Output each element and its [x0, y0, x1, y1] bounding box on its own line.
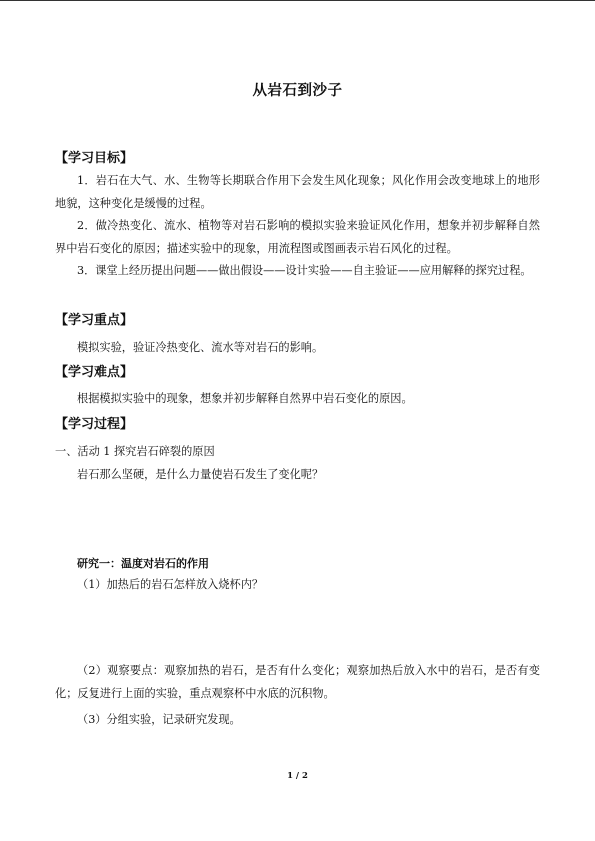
activity-question: 岩石那么坚硬，是什么力量使岩石发生了变化呢？ — [77, 468, 324, 481]
page-number: 1 / 2 — [287, 771, 308, 781]
step-3: （3）分组实验，记录研究发现。 — [77, 713, 241, 726]
page-title: 从岩石到沙子 — [252, 83, 343, 99]
key-points-heading: 【学习重点】 — [55, 313, 134, 328]
research-title: 研究一：温度对岩石的作用 — [77, 557, 209, 570]
activity-title: 一、活动 1 探究岩石碎裂的原因 — [55, 445, 215, 458]
step-2: （2）观察要点：观察加热的岩石，是否有什么变化；观察加热后放入水中的岩石，是否有变化；反复进行上面的实验，重点观察杯中水底的沉积物。 — [55, 664, 540, 700]
header-rule — [0, 0, 595, 1]
objective-item-3: 3．课堂上经历提出问题——做出假设——设计实验——自主验证——应用解释的探究过程。 — [77, 264, 532, 277]
key-points-text: 模拟实验，验证冷热变化、流水等对岩石的影响。 — [77, 341, 324, 354]
objective-item-2: 2．做冷热变化、流水、植物等对岩石影响的模拟实验来验证风化作用，想象并初步解释自然界中岩石变化的原因；描述实验中的现象，用流程图或图画表示岩石风化的过程。 — [55, 219, 540, 255]
difficulties-text: 根据模拟实验中的现象，想象并初步解释自然界中岩石变化的原因。 — [77, 392, 413, 405]
step-1: （1）加热后的岩石怎样放入烧杯内？ — [77, 578, 264, 591]
difficulties-heading: 【学习难点】 — [55, 365, 134, 380]
objectives-heading: 【学习目标】 — [55, 151, 134, 166]
process-heading: 【学习过程】 — [55, 417, 134, 432]
objective-item-1: 1．岩石在大气、水、生物等长期联合作用下会发生风化现象；风化作用会改变地球上的地形地貌，这种变化是缓慢的过程。 — [55, 174, 540, 210]
